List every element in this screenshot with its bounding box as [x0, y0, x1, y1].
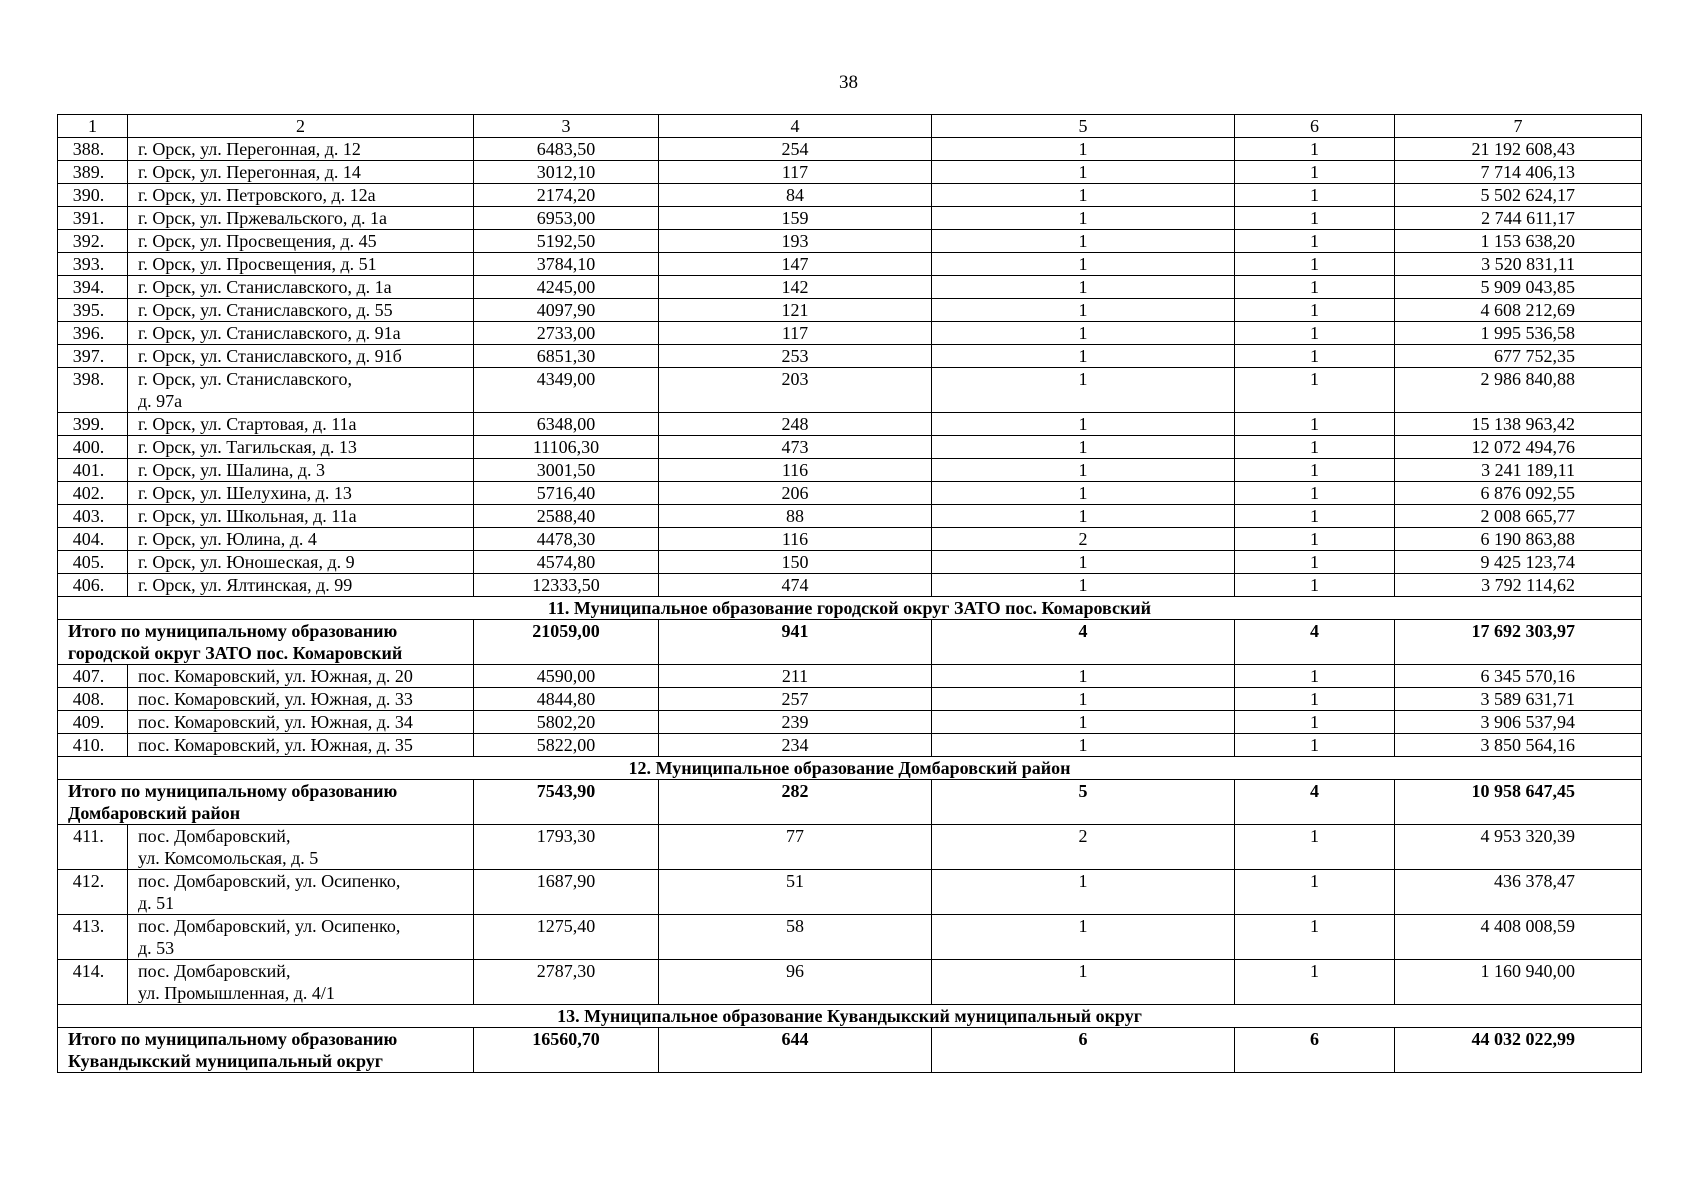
cell-number: 412.	[58, 870, 128, 915]
cell-area: 21059,00	[474, 620, 659, 665]
cell-area: 2174,20	[474, 184, 659, 207]
cell-number: 392.	[58, 230, 128, 253]
cell-col6: 1	[1235, 368, 1395, 413]
section-title: 13. Муниципальное образование Кувандыкский муниципальный округ	[58, 1005, 1642, 1028]
cell-area: 7543,90	[474, 780, 659, 825]
total-row	[58, 1028, 1642, 1073]
cell-address: г. Орск, ул. Просвещения, д. 51	[128, 253, 474, 276]
cell-address: г. Орск, ул. Станиславского, д. 55	[128, 299, 474, 322]
cell-col6: 1	[1235, 528, 1395, 551]
section-header-row	[58, 1005, 1642, 1028]
cell-col5: 1	[932, 459, 1235, 482]
cell-col6: 1	[1235, 960, 1395, 1005]
cell-number: 389.	[58, 161, 128, 184]
cell-address: пос. Домбаровский, ул. Промышленная, д. 4/1	[128, 960, 474, 1005]
cell-count: 211	[659, 665, 932, 688]
cell-address: г. Орск, ул. Станиславского, д. 1а	[128, 276, 474, 299]
cell-col5: 1	[932, 915, 1235, 960]
cell-address: г. Орск, ул. Юношеская, д. 9	[128, 551, 474, 574]
cell-col5: 1	[932, 276, 1235, 299]
cell-amount: 3 850 564,16	[1395, 734, 1642, 757]
cell-col6: 1	[1235, 413, 1395, 436]
cell-address: пос. Комаровский, ул. Южная, д. 35	[128, 734, 474, 757]
cell-area: 2787,30	[474, 960, 659, 1005]
table-row	[58, 482, 1642, 505]
cell-amount: 3 520 831,11	[1395, 253, 1642, 276]
cell-col6: 1	[1235, 459, 1395, 482]
cell-col6: 1	[1235, 230, 1395, 253]
cell-col5: 1	[932, 230, 1235, 253]
cell-amount: 15 138 963,42	[1395, 413, 1642, 436]
cell-count: 254	[659, 138, 932, 161]
table-row	[58, 299, 1642, 322]
cell-number: 403.	[58, 505, 128, 528]
cell-amount: 1 153 638,20	[1395, 230, 1642, 253]
total-label: Итого по муниципальному образованию городской округ ЗАТО пос. Комаровский	[58, 620, 474, 665]
cell-count: 644	[659, 1028, 932, 1073]
header-col-2: 2	[128, 115, 474, 138]
cell-number: 391.	[58, 207, 128, 230]
cell-col5: 1	[932, 711, 1235, 734]
cell-number: 390.	[58, 184, 128, 207]
cell-col6: 4	[1235, 780, 1395, 825]
cell-number: 404.	[58, 528, 128, 551]
section-header-row	[58, 597, 1642, 620]
table-row	[58, 870, 1642, 915]
cell-number: 388.	[58, 138, 128, 161]
cell-number: 401.	[58, 459, 128, 482]
header-col-1: 1	[58, 115, 128, 138]
cell-area: 1793,30	[474, 825, 659, 870]
cell-col6: 1	[1235, 322, 1395, 345]
cell-col6: 1	[1235, 915, 1395, 960]
cell-count: 147	[659, 253, 932, 276]
cell-address: г. Орск, ул. Петровского, д. 12а	[128, 184, 474, 207]
cell-amount: 4 953 320,39	[1395, 825, 1642, 870]
cell-count: 193	[659, 230, 932, 253]
cell-count: 239	[659, 711, 932, 734]
cell-address: г. Орск, ул. Перегонная, д. 12	[128, 138, 474, 161]
cell-col5: 2	[932, 825, 1235, 870]
cell-address: г. Орск, ул. Шелухина, д. 13	[128, 482, 474, 505]
cell-amount: 4 608 212,69	[1395, 299, 1642, 322]
cell-count: 121	[659, 299, 932, 322]
table-row	[58, 322, 1642, 345]
cell-number: 393.	[58, 253, 128, 276]
cell-count: 473	[659, 436, 932, 459]
table-row	[58, 230, 1642, 253]
cell-col5: 1	[932, 138, 1235, 161]
cell-address: г. Орск, ул. Юлина, д. 4	[128, 528, 474, 551]
cell-number: 400.	[58, 436, 128, 459]
cell-number: 408.	[58, 688, 128, 711]
cell-area: 4349,00	[474, 368, 659, 413]
cell-col6: 1	[1235, 161, 1395, 184]
cell-count: 150	[659, 551, 932, 574]
header-col-3: 3	[474, 115, 659, 138]
cell-col5: 1	[932, 505, 1235, 528]
cell-address: г. Орск, ул. Шалина, д. 3	[128, 459, 474, 482]
cell-col6: 1	[1235, 870, 1395, 915]
cell-col5: 1	[932, 574, 1235, 597]
cell-address: г. Орск, ул. Станиславского, д. 97а	[128, 368, 474, 413]
table-row	[58, 184, 1642, 207]
table-row	[58, 276, 1642, 299]
cell-count: 253	[659, 345, 932, 368]
cell-col5: 1	[932, 870, 1235, 915]
cell-amount: 436 378,47	[1395, 870, 1642, 915]
table-row	[58, 734, 1642, 757]
cell-col6: 1	[1235, 184, 1395, 207]
table-row	[58, 551, 1642, 574]
cell-amount: 12 072 494,76	[1395, 436, 1642, 459]
cell-col5: 4	[932, 620, 1235, 665]
cell-col5: 1	[932, 207, 1235, 230]
table-row	[58, 574, 1642, 597]
cell-amount: 5 502 624,17	[1395, 184, 1642, 207]
cell-amount: 6 190 863,88	[1395, 528, 1642, 551]
cell-count: 84	[659, 184, 932, 207]
cell-col6: 1	[1235, 436, 1395, 459]
cell-count: 474	[659, 574, 932, 597]
cell-col5: 1	[932, 253, 1235, 276]
table-row	[58, 915, 1642, 960]
cell-count: 116	[659, 459, 932, 482]
cell-number: 397.	[58, 345, 128, 368]
cell-area: 4590,00	[474, 665, 659, 688]
cell-count: 248	[659, 413, 932, 436]
cell-col5: 6	[932, 1028, 1235, 1073]
cell-col5: 2	[932, 528, 1235, 551]
cell-col5: 1	[932, 436, 1235, 459]
cell-address: г. Орск, ул. Станиславского, д. 91а	[128, 322, 474, 345]
cell-number: 405.	[58, 551, 128, 574]
cell-area: 2588,40	[474, 505, 659, 528]
table-row	[58, 436, 1642, 459]
cell-col5: 1	[932, 322, 1235, 345]
cell-count: 206	[659, 482, 932, 505]
table-row	[58, 505, 1642, 528]
table-body	[58, 115, 1642, 1073]
cell-area: 3012,10	[474, 161, 659, 184]
cell-address: г. Орск, ул. Пржевальского, д. 1а	[128, 207, 474, 230]
cell-count: 58	[659, 915, 932, 960]
table-row	[58, 138, 1642, 161]
cell-area: 2733,00	[474, 322, 659, 345]
cell-number: 402.	[58, 482, 128, 505]
cell-col5: 1	[932, 184, 1235, 207]
cell-area: 6851,30	[474, 345, 659, 368]
table-row	[58, 960, 1642, 1005]
cell-count: 159	[659, 207, 932, 230]
cell-area: 1275,40	[474, 915, 659, 960]
cell-area: 4245,00	[474, 276, 659, 299]
cell-col6: 1	[1235, 138, 1395, 161]
cell-area: 4844,80	[474, 688, 659, 711]
cell-count: 96	[659, 960, 932, 1005]
section-title: 12. Муниципальное образование Домбаровский район	[58, 757, 1642, 780]
cell-col5: 1	[932, 345, 1235, 368]
cell-count: 941	[659, 620, 932, 665]
cell-number: 407.	[58, 665, 128, 688]
cell-amount: 17 692 303,97	[1395, 620, 1642, 665]
cell-area: 4574,80	[474, 551, 659, 574]
cell-count: 77	[659, 825, 932, 870]
cell-col6: 1	[1235, 482, 1395, 505]
data-table	[57, 114, 1642, 1073]
table-row	[58, 688, 1642, 711]
cell-area: 6483,50	[474, 138, 659, 161]
cell-count: 117	[659, 161, 932, 184]
cell-number: 398.	[58, 368, 128, 413]
cell-number: 414.	[58, 960, 128, 1005]
cell-col5: 1	[932, 413, 1235, 436]
cell-address: пос. Комаровский, ул. Южная, д. 34	[128, 711, 474, 734]
cell-col6: 6	[1235, 1028, 1395, 1073]
total-row	[58, 620, 1642, 665]
cell-number: 396.	[58, 322, 128, 345]
cell-area: 5192,50	[474, 230, 659, 253]
cell-address: г. Орск, ул. Школьная, д. 11а	[128, 505, 474, 528]
table-row	[58, 413, 1642, 436]
cell-area: 3001,50	[474, 459, 659, 482]
cell-col6: 1	[1235, 825, 1395, 870]
table-row	[58, 368, 1642, 413]
cell-amount: 21 192 608,43	[1395, 138, 1642, 161]
cell-area: 1687,90	[474, 870, 659, 915]
cell-count: 257	[659, 688, 932, 711]
table-row	[58, 665, 1642, 688]
cell-area: 4478,30	[474, 528, 659, 551]
total-label: Итого по муниципальному образованию Домбаровский район	[58, 780, 474, 825]
cell-amount: 9 425 123,74	[1395, 551, 1642, 574]
cell-amount: 2 744 611,17	[1395, 207, 1642, 230]
cell-amount: 1 160 940,00	[1395, 960, 1642, 1005]
cell-number: 406.	[58, 574, 128, 597]
cell-col6: 1	[1235, 299, 1395, 322]
cell-amount: 7 714 406,13	[1395, 161, 1642, 184]
cell-address: пос. Комаровский, ул. Южная, д. 33	[128, 688, 474, 711]
cell-amount: 3 792 114,62	[1395, 574, 1642, 597]
table-header-row	[58, 115, 1642, 138]
cell-amount: 3 906 537,94	[1395, 711, 1642, 734]
table-row	[58, 207, 1642, 230]
cell-count: 142	[659, 276, 932, 299]
table-row	[58, 459, 1642, 482]
cell-number: 410.	[58, 734, 128, 757]
cell-area: 6953,00	[474, 207, 659, 230]
cell-address: г. Орск, ул. Стартовая, д. 11а	[128, 413, 474, 436]
cell-address: г. Орск, ул. Просвещения, д. 45	[128, 230, 474, 253]
header-col-6: 6	[1235, 115, 1395, 138]
cell-col6: 1	[1235, 734, 1395, 757]
cell-col6: 1	[1235, 505, 1395, 528]
table-row	[58, 528, 1642, 551]
cell-col6: 1	[1235, 574, 1395, 597]
table-row	[58, 825, 1642, 870]
cell-col6: 1	[1235, 688, 1395, 711]
cell-col6: 1	[1235, 665, 1395, 688]
page-number: 38	[839, 72, 858, 93]
cell-amount: 3 589 631,71	[1395, 688, 1642, 711]
cell-col5: 5	[932, 780, 1235, 825]
cell-amount: 44 032 022,99	[1395, 1028, 1642, 1073]
cell-amount: 6 345 570,16	[1395, 665, 1642, 688]
cell-number: 394.	[58, 276, 128, 299]
cell-address: пос. Домбаровский, ул. Комсомольская, д. 5	[128, 825, 474, 870]
cell-col5: 1	[932, 482, 1235, 505]
header-col-4: 4	[659, 115, 932, 138]
cell-col5: 1	[932, 960, 1235, 1005]
table-row	[58, 161, 1642, 184]
cell-amount: 677 752,35	[1395, 345, 1642, 368]
cell-address: г. Орск, ул. Станиславского, д. 91б	[128, 345, 474, 368]
cell-count: 51	[659, 870, 932, 915]
cell-amount: 4 408 008,59	[1395, 915, 1642, 960]
cell-amount: 3 241 189,11	[1395, 459, 1642, 482]
cell-col6: 1	[1235, 551, 1395, 574]
cell-amount: 10 958 647,45	[1395, 780, 1642, 825]
total-row	[58, 780, 1642, 825]
cell-address: пос. Домбаровский, ул. Осипенко, д. 53	[128, 915, 474, 960]
cell-col5: 1	[932, 551, 1235, 574]
cell-number: 395.	[58, 299, 128, 322]
header-col-5: 5	[932, 115, 1235, 138]
cell-col6: 1	[1235, 345, 1395, 368]
cell-col5: 1	[932, 688, 1235, 711]
cell-amount: 5 909 043,85	[1395, 276, 1642, 299]
cell-address: г. Орск, ул. Ялтинская, д. 99	[128, 574, 474, 597]
cell-number: 413.	[58, 915, 128, 960]
cell-col5: 1	[932, 368, 1235, 413]
cell-amount: 1 995 536,58	[1395, 322, 1642, 345]
cell-col5: 1	[932, 299, 1235, 322]
cell-col5: 1	[932, 665, 1235, 688]
cell-col5: 1	[932, 161, 1235, 184]
table-row	[58, 711, 1642, 734]
table-row	[58, 345, 1642, 368]
cell-count: 88	[659, 505, 932, 528]
cell-col6: 1	[1235, 276, 1395, 299]
cell-col6: 4	[1235, 620, 1395, 665]
section-header-row	[58, 757, 1642, 780]
cell-col6: 1	[1235, 207, 1395, 230]
cell-area: 5822,00	[474, 734, 659, 757]
table-row	[58, 253, 1642, 276]
cell-amount: 2 008 665,77	[1395, 505, 1642, 528]
cell-address: г. Орск, ул. Перегонная, д. 14	[128, 161, 474, 184]
cell-col5: 1	[932, 734, 1235, 757]
cell-area: 16560,70	[474, 1028, 659, 1073]
cell-amount: 2 986 840,88	[1395, 368, 1642, 413]
header-col-7: 7	[1395, 115, 1642, 138]
cell-amount: 6 876 092,55	[1395, 482, 1642, 505]
section-title: 11. Муниципальное образование городской округ ЗАТО пос. Комаровский	[58, 597, 1642, 620]
cell-area: 5802,20	[474, 711, 659, 734]
cell-area: 3784,10	[474, 253, 659, 276]
cell-col6: 1	[1235, 253, 1395, 276]
cell-number: 399.	[58, 413, 128, 436]
cell-count: 116	[659, 528, 932, 551]
cell-area: 4097,90	[474, 299, 659, 322]
cell-number: 409.	[58, 711, 128, 734]
cell-area: 6348,00	[474, 413, 659, 436]
total-label: Итого по муниципальному образованию Кувандыкский муниципальный округ	[58, 1028, 474, 1073]
cell-count: 282	[659, 780, 932, 825]
cell-address: пос. Домбаровский, ул. Осипенко, д. 51	[128, 870, 474, 915]
cell-col6: 1	[1235, 711, 1395, 734]
cell-address: г. Орск, ул. Тагильская, д. 13	[128, 436, 474, 459]
cell-count: 234	[659, 734, 932, 757]
cell-area: 5716,40	[474, 482, 659, 505]
cell-number: 411.	[58, 825, 128, 870]
cell-count: 203	[659, 368, 932, 413]
cell-area: 12333,50	[474, 574, 659, 597]
cell-area: 11106,30	[474, 436, 659, 459]
cell-count: 117	[659, 322, 932, 345]
cell-address: пос. Комаровский, ул. Южная, д. 20	[128, 665, 474, 688]
